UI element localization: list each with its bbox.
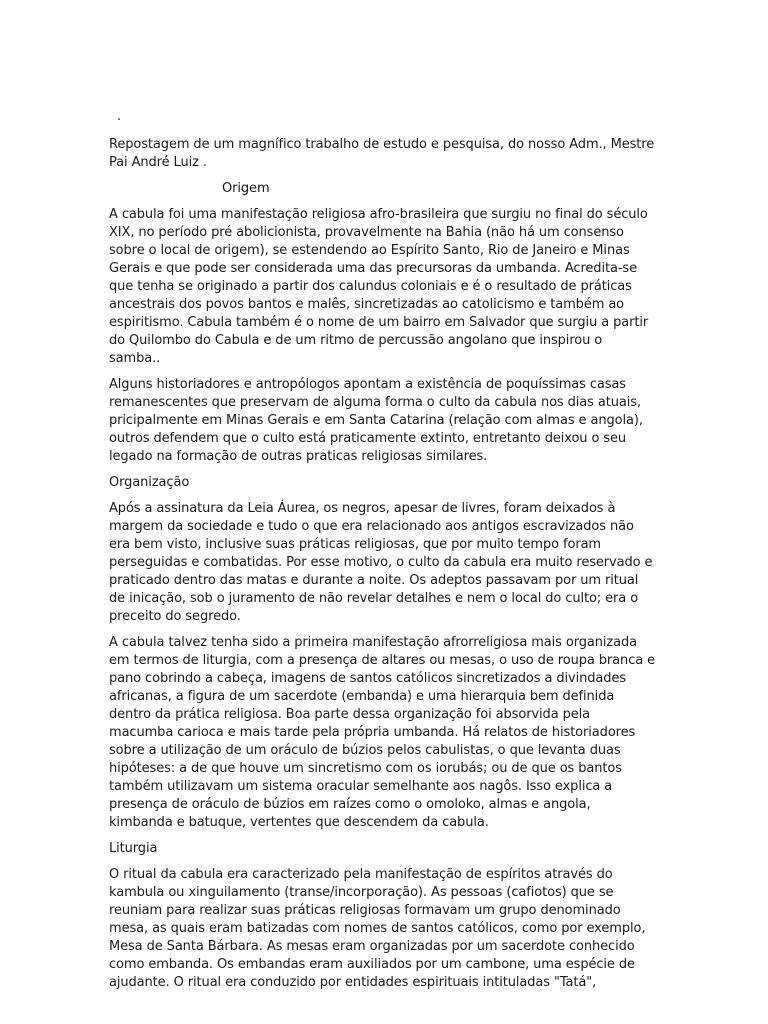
origem-paragraph-1: A cabula foi uma manifestação religiosa afro-brasileira que surgiu no final do século XIX, no período pré abolicionista, provavelmente na Bahia (não há um consenso sobre o local de origem), se estendendo ao Espírito Santo, Rio de Janeiro e Minas Gerais e que pode ser considerada uma das precursoras da umbanda. Acredita-se que tenha se originado a partir dos calundus coloniais e é o resultado de práticas ancestrais dos povos bantos e malês, sincretizadas ao catolicismo e também ao espiritismo. Cabula também é o nome de um bairro em Salvador que surgiu a partir do Quilombo do Cabula e de um ritmo de percussão angolano que inspirou o samba.. [109, 207, 649, 366]
origem-paragraph-2: Alguns historiadores e antropólogos apontam a existência de poquíssimas casas remanescentes que preservam de alguma forma o culto da cabula nos dias atuais, pricipalmente em Minas Gerais e em Santa Catarina (relação com almas e angola), outros defendem que o culto está praticamente extinto, entretanto deixou o seu legado na formação de outras praticas religiosas similares. [109, 377, 643, 464]
intro-paragraph: Repostagem de um magnífico trabalho de estudo e pesquisa, do nosso Adm., Mestre Pai André Luiz . [109, 137, 655, 170]
leading-mark: . [117, 109, 122, 124]
organizacao-paragraph-2: A cabula talvez tenha sido a primeira manifestação afrorreligiosa mais organizada em termos de liturgia, com a presença de altares ou mesas, o uso de roupa branca e pano cobrindo a cabeça, imagens de santos católicos sincretizados a divindades africanas, a figura de um sacerdote (embanda) e uma hierarquia bem definida dentro da prática religiosa. Boa parte dessa organização foi absorvida pela macumba carioca e mais tarde pela própria umbanda. Há relatos de historiadores sobre a utilização de um oráculo de búzios pelos cabulistas, o que levanta duas hipóteses: a de que houve um sincretismo com os iorubás; ou de que os bantos também utilizavam um sistema oracular semelhante aos nagôs. Isso explica a presença de oráculo de búzios em raízes como o omoloko, almas e angola, kimbanda e batuque, vertentes que descendem da cabula. [109, 635, 656, 830]
heading-origem: Origem [222, 181, 270, 196]
heading-liturgia: Liturgia [109, 841, 158, 856]
heading-organizacao: Organização [109, 475, 190, 490]
organizacao-paragraph-1: Após a assinatura da Leia Áurea, os negros, apesar de livres, foram deixados à margem da sociedade e tudo o que era relacionado aos antigos escravizados não era bem visto, inclusive suas práticas religiosas, que por muito tempo foram perseguidas e combatidas. Por esse motivo, o culto da cabula era muito reservado e praticado dentro das matas e durante a noite. Os adeptos passavam por um ritual de inicação, sob o juramento de não revelar detalhes e nem o local do culto; era o preceito do segredo. [109, 501, 653, 624]
document-page [109, 108, 657, 1000]
liturgia-paragraph-1: O ritual da cabula era caracterizado pela manifestação de espíritos através do kambula ou xinguilamento (transe/incorporação). As pessoas (cafiotos) que se reuniam para realizar suas práticas religiosas formavam um grupo denominado mesa, as quais eram batizadas com nomes de santos católicos, como por exemplo, Mesa de Santa Bárbara. As mesas eram organizadas por um sacerdote conhecido como embanda. Os embandas eram auxiliados por um cambone, uma espécie de ajudante. O ritual era conduzido por entidades espirituais intituladas "Tatá", [109, 867, 646, 990]
